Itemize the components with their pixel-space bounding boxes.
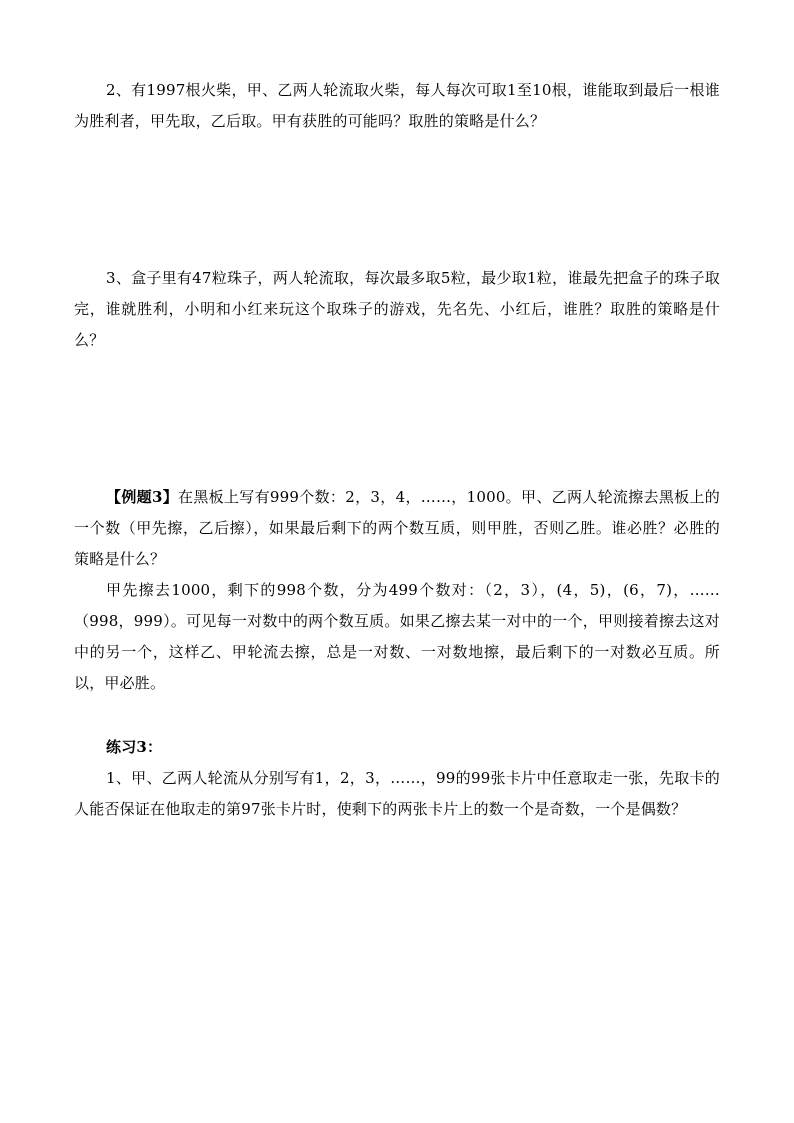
example-3-paragraph xyxy=(74,482,720,575)
question-2-text: 2、有1997根火柴，甲、乙两人轮流取火柴，每人每次可取1至10根，谁能取到最后一根谁为胜利者，甲先取，乙后取。甲有获胜的可能吗？取胜的策略是什么？ xyxy=(74,81,720,130)
example-3-solution xyxy=(74,575,720,699)
question-3 xyxy=(74,263,720,356)
practice-3-item-1 xyxy=(74,763,720,825)
question-3-text: 3、盒子里有47粒珠子，两人轮流取，每次最多取5粒，最少取1粒，谁最先把盒子的珠子取完，谁就胜利，小明和小红来玩这个取珠子的游戏，先名先、小红后，谁胜？取胜的策略是什么？ xyxy=(74,269,720,349)
practice-3-item-1-text: 1、甲、乙两人轮流从分别写有1，2，3，……，99的99张卡片中任意取走一张，先取卡的人能否保证在他取走的第97张卡片时，使剩下的两张卡片上的数一个是奇数，一个是偶数？ xyxy=(74,769,720,818)
example-3-label: 【例题3】 xyxy=(106,488,179,506)
practice-3-heading xyxy=(74,732,720,763)
example-3-solution-text: 甲先擦去1000，剩下的998个数，分为499个数对：（2，3），(4，5)，(6，7)，……（998，999）。可见每一对数中的两个数互质。如果乙擦去某一对中的一个，甲则接着擦去这对中的另一个，这样乙、甲轮流去擦，总是一对数、一对数地擦，最后剩下的一对数必互质。所以，甲必胜。 xyxy=(74,581,720,692)
example-3-text: 在黑板上写有999个数：2，3，4，……，1000。甲、乙两人轮流擦去黑板上的一个数（甲先擦，乙后擦），如果最后剩下的两个数互质，则甲胜，否则乙胜。谁必胜？必胜的策略是什么？ xyxy=(74,488,720,568)
practice-3-label: 练习3： xyxy=(106,738,163,756)
example-3 xyxy=(74,482,720,575)
question-2 xyxy=(74,75,720,137)
